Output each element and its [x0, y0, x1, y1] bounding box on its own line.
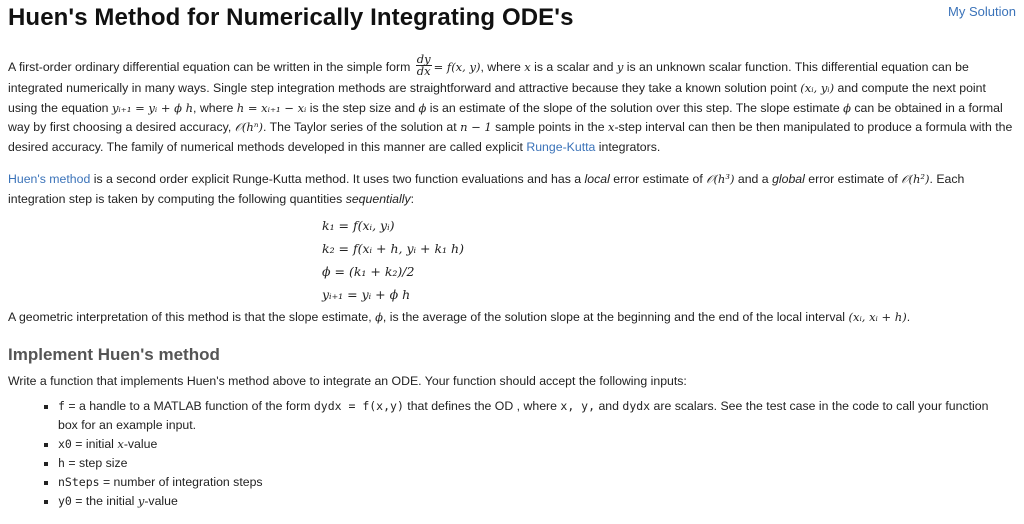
- section-heading: Implement Huen's method: [8, 345, 220, 364]
- equation-k1: k₁ = f(xᵢ, yᵢ): [322, 218, 395, 233]
- equation-update: yᵢ₊₁ = yᵢ + ϕ h: [322, 287, 411, 302]
- list-item: f = a handle to a MATLAB function of the form dydx = f(x,y) that defines the OD , where x, y, and dydx are scalars. See the test case in the code to call your function box for an example input.: [44, 397, 994, 435]
- inputs-list: [44, 397, 994, 511]
- implement-description: Write a function that implements Huen's method above to integrate an ODE. Your function should accept the following inputs:: [8, 374, 687, 388]
- equation-phi: ϕ = (k₁ + k₂)/2: [322, 264, 415, 279]
- dy-dx-fraction: $\frac{dy}{dx}$: [416, 52, 431, 78]
- list-item: y0 = the initial y-value: [44, 492, 994, 511]
- heun-paragraph: Huen's method is a second order explicit Runge-Kutta method. It uses two function evaluations and has a local error estimate of 𝒪(h³) and a global error estimate of 𝒪(h²). Each integration step is taken by computing the following quantities sequentially:: [8, 172, 965, 206]
- heun-equations: [322, 214, 464, 306]
- runge-kutta-link[interactable]: Runge-Kutta: [526, 139, 596, 154]
- my-solution-link[interactable]: My Solution: [948, 4, 1016, 19]
- huens-method-link[interactable]: Huen's method: [8, 172, 91, 186]
- list-item: x0 = initial x-value: [44, 435, 994, 454]
- list-item: nSteps = number of integration steps: [44, 473, 994, 492]
- list-item: h = step size: [44, 454, 994, 473]
- equation-k2: k₂ = f(xᵢ + h, yᵢ + k₁ h): [322, 241, 464, 256]
- geometric-paragraph: A geometric interpretation of this method is that the slope estimate, ϕ, is the average of the solution slope at the beginning and the end of the local interval (xᵢ, xᵢ + h).: [8, 310, 911, 324]
- intro-paragraph: A first-order ordinary differential equation can be written in the simple form $\frac{dy}{dx}$ = f(x, y), where x is a scalar and y is an unknown scalar function. This differential equation can be integrated numerically in many ways. Single step integration methods are straightforward and attractive because they take a known solution point (xᵢ, yᵢ) and compute the next point using the equation yᵢ₊₁ = yᵢ + ϕ h, where h = xᵢ₊₁ − xᵢ is the step size and ϕ is an estimate of the slope of the solution over this step. The slope estimate ϕ can be obtained in a formal way by first choosing a desired accuracy, 𝒪(hⁿ). The Taylor series of the solution at n − 1 sample points in the x-step interval can then be then manipulated to produce a formula with the desired accuracy. The family of numerical methods developed in this manner are called explicit Runge-Kutta integrators.: [8, 52, 1013, 154]
- page-title: Huen's Method for Numerically Integrating ODE's: [8, 4, 574, 31]
